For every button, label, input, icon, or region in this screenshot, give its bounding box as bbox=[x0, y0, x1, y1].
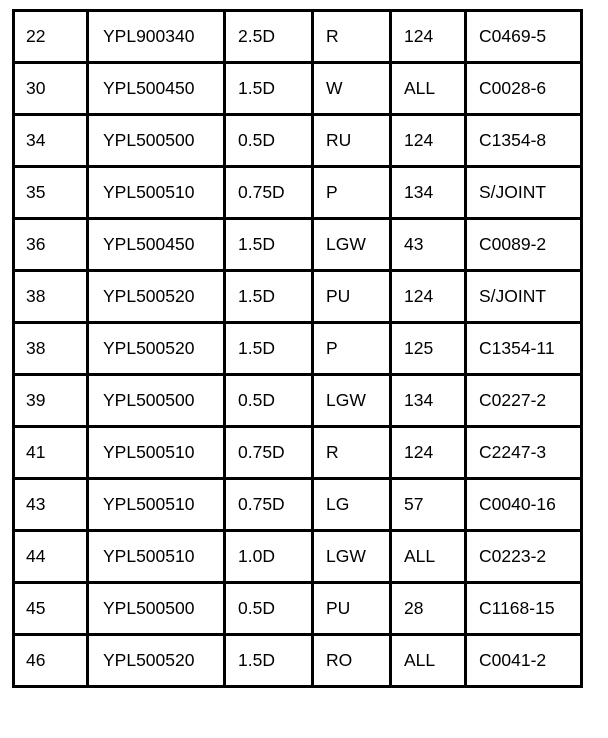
option-code-cell: 124 bbox=[391, 115, 466, 167]
connector-cell: C2247-3 bbox=[466, 427, 582, 479]
option-code-cell: 57 bbox=[391, 479, 466, 531]
wire-size-cell: 0.5D bbox=[225, 375, 313, 427]
table-row bbox=[14, 115, 582, 167]
circuit-number-cell: 44 bbox=[14, 531, 88, 583]
wire-table-body bbox=[14, 11, 582, 687]
wire-color-cell: RO bbox=[313, 635, 391, 687]
wire-size-cell: 1.0D bbox=[225, 531, 313, 583]
circuit-number-cell: 36 bbox=[14, 219, 88, 271]
connector-cell: C0028-6 bbox=[466, 63, 582, 115]
table-row bbox=[14, 635, 582, 687]
connector-cell: C1354-11 bbox=[466, 323, 582, 375]
circuit-number-cell: 34 bbox=[14, 115, 88, 167]
wire-size-cell: 2.5D bbox=[225, 11, 313, 63]
wire-size-cell: 0.5D bbox=[225, 583, 313, 635]
connector-cell: C1354-8 bbox=[466, 115, 582, 167]
option-code-cell: 124 bbox=[391, 11, 466, 63]
option-code-cell: 125 bbox=[391, 323, 466, 375]
option-code-cell: 28 bbox=[391, 583, 466, 635]
connector-cell: C0227-2 bbox=[466, 375, 582, 427]
option-code-cell: 124 bbox=[391, 271, 466, 323]
table-row bbox=[14, 583, 582, 635]
part-number-cell: YPL500500 bbox=[88, 375, 225, 427]
connector-cell: C0040-16 bbox=[466, 479, 582, 531]
part-number-cell: YPL500510 bbox=[88, 531, 225, 583]
circuit-number-cell: 41 bbox=[14, 427, 88, 479]
wire-size-cell: 1.5D bbox=[225, 271, 313, 323]
circuit-number-cell: 46 bbox=[14, 635, 88, 687]
part-number-cell: YPL500450 bbox=[88, 219, 225, 271]
part-number-cell: YPL900340 bbox=[88, 11, 225, 63]
connector-cell: C0089-2 bbox=[466, 219, 582, 271]
part-number-cell: YPL500510 bbox=[88, 167, 225, 219]
connector-cell: C0469-5 bbox=[466, 11, 582, 63]
table-row bbox=[14, 375, 582, 427]
wire-size-cell: 1.5D bbox=[225, 635, 313, 687]
part-number-cell: YPL500520 bbox=[88, 323, 225, 375]
table-row bbox=[14, 11, 582, 63]
wire-color-cell: LG bbox=[313, 479, 391, 531]
wire-size-cell: 0.75D bbox=[225, 427, 313, 479]
wire-color-cell: P bbox=[313, 323, 391, 375]
wire-color-cell: RU bbox=[313, 115, 391, 167]
table-row bbox=[14, 63, 582, 115]
table-row bbox=[14, 323, 582, 375]
wire-color-cell: W bbox=[313, 63, 391, 115]
option-code-cell: ALL bbox=[391, 531, 466, 583]
table-row bbox=[14, 219, 582, 271]
part-number-cell: YPL500520 bbox=[88, 635, 225, 687]
option-code-cell: 43 bbox=[391, 219, 466, 271]
wire-table bbox=[12, 9, 583, 688]
wire-size-cell: 0.75D bbox=[225, 479, 313, 531]
part-number-cell: YPL500500 bbox=[88, 115, 225, 167]
wire-color-cell: PU bbox=[313, 583, 391, 635]
option-code-cell: 134 bbox=[391, 167, 466, 219]
connector-cell: S/JOINT bbox=[466, 167, 582, 219]
wire-color-cell: P bbox=[313, 167, 391, 219]
table-row bbox=[14, 531, 582, 583]
circuit-number-cell: 38 bbox=[14, 271, 88, 323]
wire-size-cell: 1.5D bbox=[225, 323, 313, 375]
part-number-cell: YPL500500 bbox=[88, 583, 225, 635]
wire-color-cell: LGW bbox=[313, 375, 391, 427]
circuit-number-cell: 30 bbox=[14, 63, 88, 115]
connector-cell: C0223-2 bbox=[466, 531, 582, 583]
option-code-cell: ALL bbox=[391, 63, 466, 115]
part-number-cell: YPL500450 bbox=[88, 63, 225, 115]
wire-color-cell: LGW bbox=[313, 531, 391, 583]
part-number-cell: YPL500510 bbox=[88, 427, 225, 479]
wire-color-cell: LGW bbox=[313, 219, 391, 271]
wire-color-cell: PU bbox=[313, 271, 391, 323]
circuit-number-cell: 35 bbox=[14, 167, 88, 219]
wire-color-cell: R bbox=[313, 427, 391, 479]
table-row bbox=[14, 271, 582, 323]
table-row bbox=[14, 167, 582, 219]
wire-size-cell: 0.75D bbox=[225, 167, 313, 219]
circuit-number-cell: 39 bbox=[14, 375, 88, 427]
connector-cell: C1168-15 bbox=[466, 583, 582, 635]
connector-cell: C0041-2 bbox=[466, 635, 582, 687]
wire-size-cell: 1.5D bbox=[225, 219, 313, 271]
table-row bbox=[14, 479, 582, 531]
wire-size-cell: 0.5D bbox=[225, 115, 313, 167]
part-number-cell: YPL500510 bbox=[88, 479, 225, 531]
table-row bbox=[14, 427, 582, 479]
option-code-cell: ALL bbox=[391, 635, 466, 687]
circuit-number-cell: 43 bbox=[14, 479, 88, 531]
circuit-number-cell: 38 bbox=[14, 323, 88, 375]
part-number-cell: YPL500520 bbox=[88, 271, 225, 323]
circuit-number-cell: 45 bbox=[14, 583, 88, 635]
wire-size-cell: 1.5D bbox=[225, 63, 313, 115]
circuit-number-cell: 22 bbox=[14, 11, 88, 63]
option-code-cell: 124 bbox=[391, 427, 466, 479]
option-code-cell: 134 bbox=[391, 375, 466, 427]
connector-cell: S/JOINT bbox=[466, 271, 582, 323]
wire-color-cell: R bbox=[313, 11, 391, 63]
